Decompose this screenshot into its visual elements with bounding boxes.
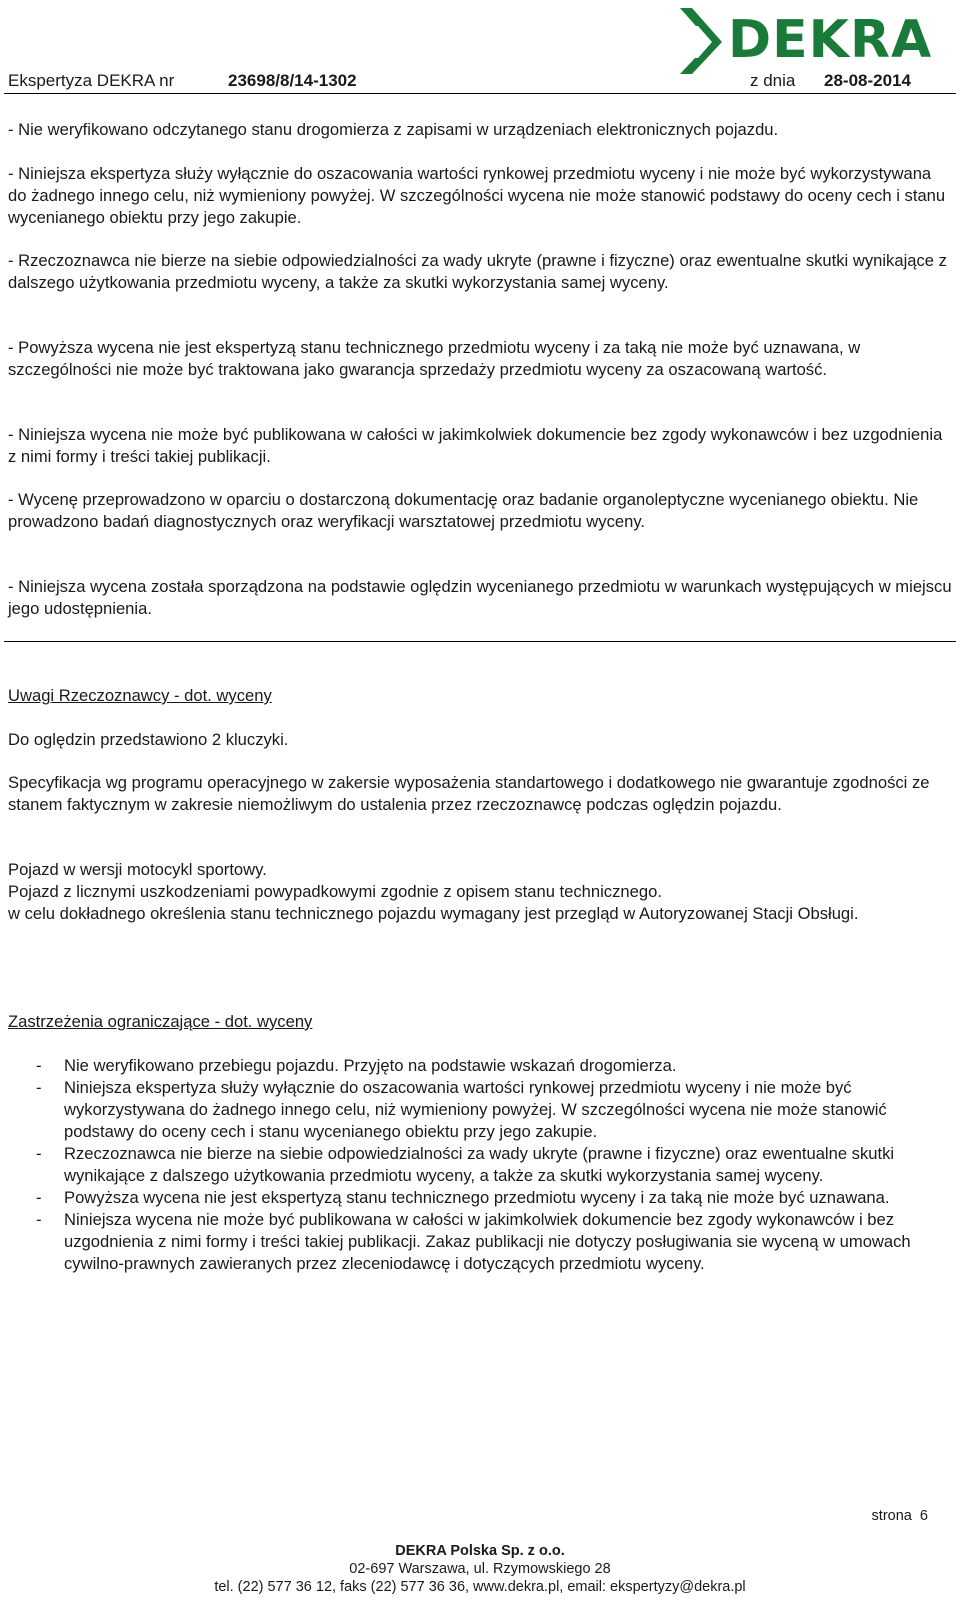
dekra-logo-mark-icon [676, 4, 726, 74]
footer-address: 02-697 Warszawa, ul. Rzymowskiego 28 [349, 1561, 611, 1577]
uwagi-vehicle-type: Pojazd w wersji motocykl sportowy. [8, 860, 267, 879]
paragraph-documentation: - Wycenę przeprowadzono w oparciu o dostarczoną dokumentację oraz badanie organoleptyczne wycenianego obiektu. Nie prowadzono badań diagnostycznych oraz weryfikacji warsztatowej przedmiotu wyceny. [8, 490, 919, 531]
header-rule [4, 93, 956, 94]
paragraph-publication: - Niniejsza wycena nie może być publikowana w całości w jakimkolwiek dokumencie bez zgody wykonawców i bez uzgodnienia z nimi formy i treści takiej publikacji. [8, 425, 943, 466]
paragraph-not-technical: - Powyższa wycena nie jest ekspertyzą stanu technicznego przedmiotu wyceny i za taką nie może być uznawana, w szczególności nie może być traktowana jako gwarancja sprzedaży przedmiotu wyceny za oszacowaną wartość. [8, 338, 861, 379]
uwagi-title: Uwagi Rzeczoznawcy - dot. wyceny [8, 686, 272, 705]
list-item: - Powyższa wycena nie jest ekspertyzą stanu technicznego przedmiotu wyceny i za taką nie może być uznawana. [36, 1188, 890, 1207]
paragraph-inspection: - Niniejsza wycena została sporządzona na podstawie oględzin wycenianego przedmiotu w warunkach występujących w miejscu jego udostępnienia. [8, 577, 952, 618]
page-number [872, 1508, 928, 1524]
dekra-logo-text: DEKRA [728, 10, 933, 70]
list-dash: - [36, 1056, 42, 1075]
date-label: z dnia [750, 71, 796, 90]
list-dash: - [36, 1210, 42, 1229]
section-rule [4, 641, 956, 642]
page-label: strona [871, 1508, 912, 1524]
footer-contact: tel. (22) 577 36 12, faks (22) 577 36 36, www.dekra.pl, email: ekspertyzy@dekra.pl [214, 1579, 746, 1595]
paragraph-liability: - Rzeczoznawca nie bierze na siebie odpowiedzialności za wady ukryte (prawne i fizyczne) oraz ewentualne skutki wynikające z dalszego użytkowania przedmiotu wyceny, a także za skutki wykorzystania samej wyceny. [8, 251, 947, 292]
uwagi-keys: Do oględzin przedstawiono 2 kluczyki. [8, 730, 289, 749]
list-dash: - [36, 1188, 42, 1207]
uwagi-service-check: w celu dokładnego określenia stanu technicznego pojazdu wymagany jest przegląd w Autoryzowanej Stacji Obsługi. [8, 904, 859, 923]
report-number: 23698/8/14-1302 [228, 71, 357, 90]
report-date: 28-08-2014 [824, 71, 911, 90]
zastrzezenia-title: Zastrzeżenia ograniczające - dot. wyceny [8, 1012, 313, 1031]
report-label: Ekspertyza DEKRA nr [8, 71, 175, 90]
uwagi-vehicle-damage: Pojazd z licznymi uszkodzeniami powypadkowymi zgodnie z opisem stanu technicznego. [8, 882, 662, 901]
paragraph-purpose: - Niniejsza ekspertyza służy wyłącznie do oszacowania wartości rynkowej przedmiotu wyceny i nie może być wykorzystywana do żadnego innego celu, niż wymieniony powyżej. W szczególności wycena nie może stanowić podstawy do oceny cech i stanu wycenianego obiektu przy jego zakupie. [8, 164, 946, 227]
zastrzezenia-list [0, 1055, 945, 1275]
footer-company: DEKRA Polska Sp. z o.o. [395, 1543, 565, 1559]
list-dash: - [36, 1078, 42, 1097]
page-value: 6 [919, 1508, 928, 1524]
uwagi-specification: Specyfikacja wg programu operacyjnego w zakersie wyposażenia standartowego i dodatkowego nie gwarantuje zgodności ze stanem faktycznym w zakresie niemożliwym do ustalenia przez rzeczoznawcę podczas oględzin pojazdu. [8, 773, 930, 814]
list-item: - Nie weryfikowano przebiegu pojazdu. Przyjęto na podstawie wskazań drogomierza. [36, 1056, 677, 1075]
list-dash: - [36, 1144, 42, 1163]
paragraph-odometer: - Nie weryfikowano odczytanego stanu drogomierza z zapisami w urządzeniach elektronicznych pojazdu. [8, 120, 779, 139]
list-item: - Rzeczoznawca nie bierze na siebie odpowiedzialności za wady ukryte (prawne i fizyczne) oraz ewentualne skutki wynikające z dalszego użytkowania przedmiotu wyceny, a także za skutki wykorzystania samej wyceny. [36, 1144, 895, 1185]
list-item: - Niniejsza wycena nie może być publikowana w całości w jakimkolwiek dokumencie bez zgody wykonawców i bez uzgodnienia z nimi formy i treści takiej publikacji. Zakaz publikacji nie dotyczy posługiwania sie wyceną w umowach cywilno-prawnych zawieranych przez zleceniodawcę i dotyczących przedmiotu wyceny. [36, 1210, 911, 1273]
list-item: - Niniejsza ekspertyza służy wyłącznie do oszacowania wartości rynkowej przedmiotu wyceny i nie może być wykorzystywana do żadnego innego celu, niż wymieniony powyżej. W szczególności wycena nie może stanowić podstawy do oceny cech i stanu wycenianego obiektu przy jego zakupie. [36, 1078, 887, 1141]
uwagi-vehicle-notes [8, 859, 953, 925]
